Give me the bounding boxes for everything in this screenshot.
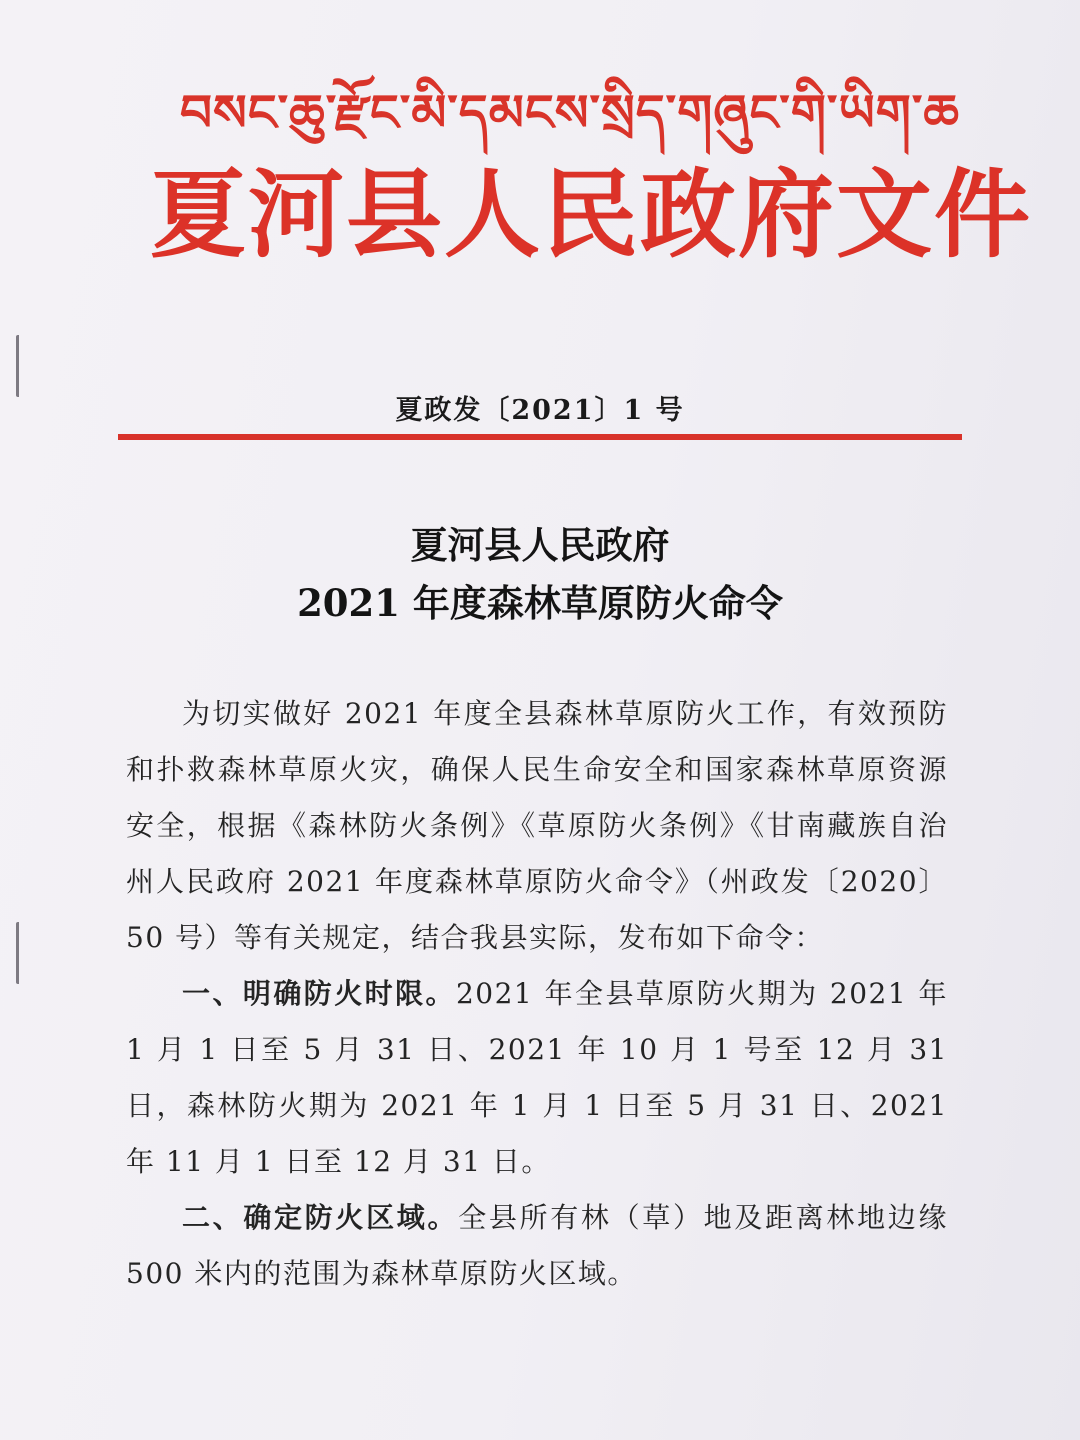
section-2-heading: 二、确定防火区域。 bbox=[182, 1201, 459, 1234]
intro-paragraph: 为切实做好 2021 年度全县森林草原防火工作，有效预防和扑救森林草原火灾，确保人民生命安全和国家森林草原资源安全，根据《森林防火条例》《草原防火条例》《甘南藏族自治州人民政府 2021 年度森林草原防火命令》（州政发〔2020〕50 号）等有关规定，结合我县实际，发布如下命令： bbox=[126, 697, 948, 954]
document-title-line-2: 2021 年度森林草原防火命令 bbox=[297, 581, 783, 625]
section-1-paragraph bbox=[126, 966, 948, 1190]
issuing-organ-title: 夏河县人民政府文件 bbox=[150, 158, 1032, 271]
section-1-body: 2021 年全县草原防火期为 2021 年 1 月 1 日至 5 月 31 日、2021 年 10 月 1 号至 12 月 31 日，森林防火期为 2021 年 1 月 1 日至 5 月 31 日、2021 年 11 月 1 日至 12 月 31 日。 bbox=[126, 977, 948, 1178]
document-body bbox=[126, 686, 948, 1302]
section-2-paragraph bbox=[126, 1190, 948, 1302]
section-2-body: 全县所有林（草）地及距离林地边缘 500 米内的范围为森林草原防火区域。 bbox=[126, 1201, 948, 1290]
section-1-heading: 一、明确防火时限。 bbox=[182, 977, 456, 1010]
binding-mark bbox=[16, 922, 25, 984]
red-divider-line bbox=[118, 434, 962, 440]
document-number: 夏政发〔2021〕1 号 bbox=[395, 395, 685, 426]
document-title-line-1: 夏河县人民政府 bbox=[410, 523, 670, 567]
tibetan-header: བསང་ཆུ་རྫོང་མི་དམངས་སྲིད་གཞུང་གི་ཡིག་ཆ bbox=[180, 84, 960, 142]
document-title bbox=[120, 516, 960, 632]
